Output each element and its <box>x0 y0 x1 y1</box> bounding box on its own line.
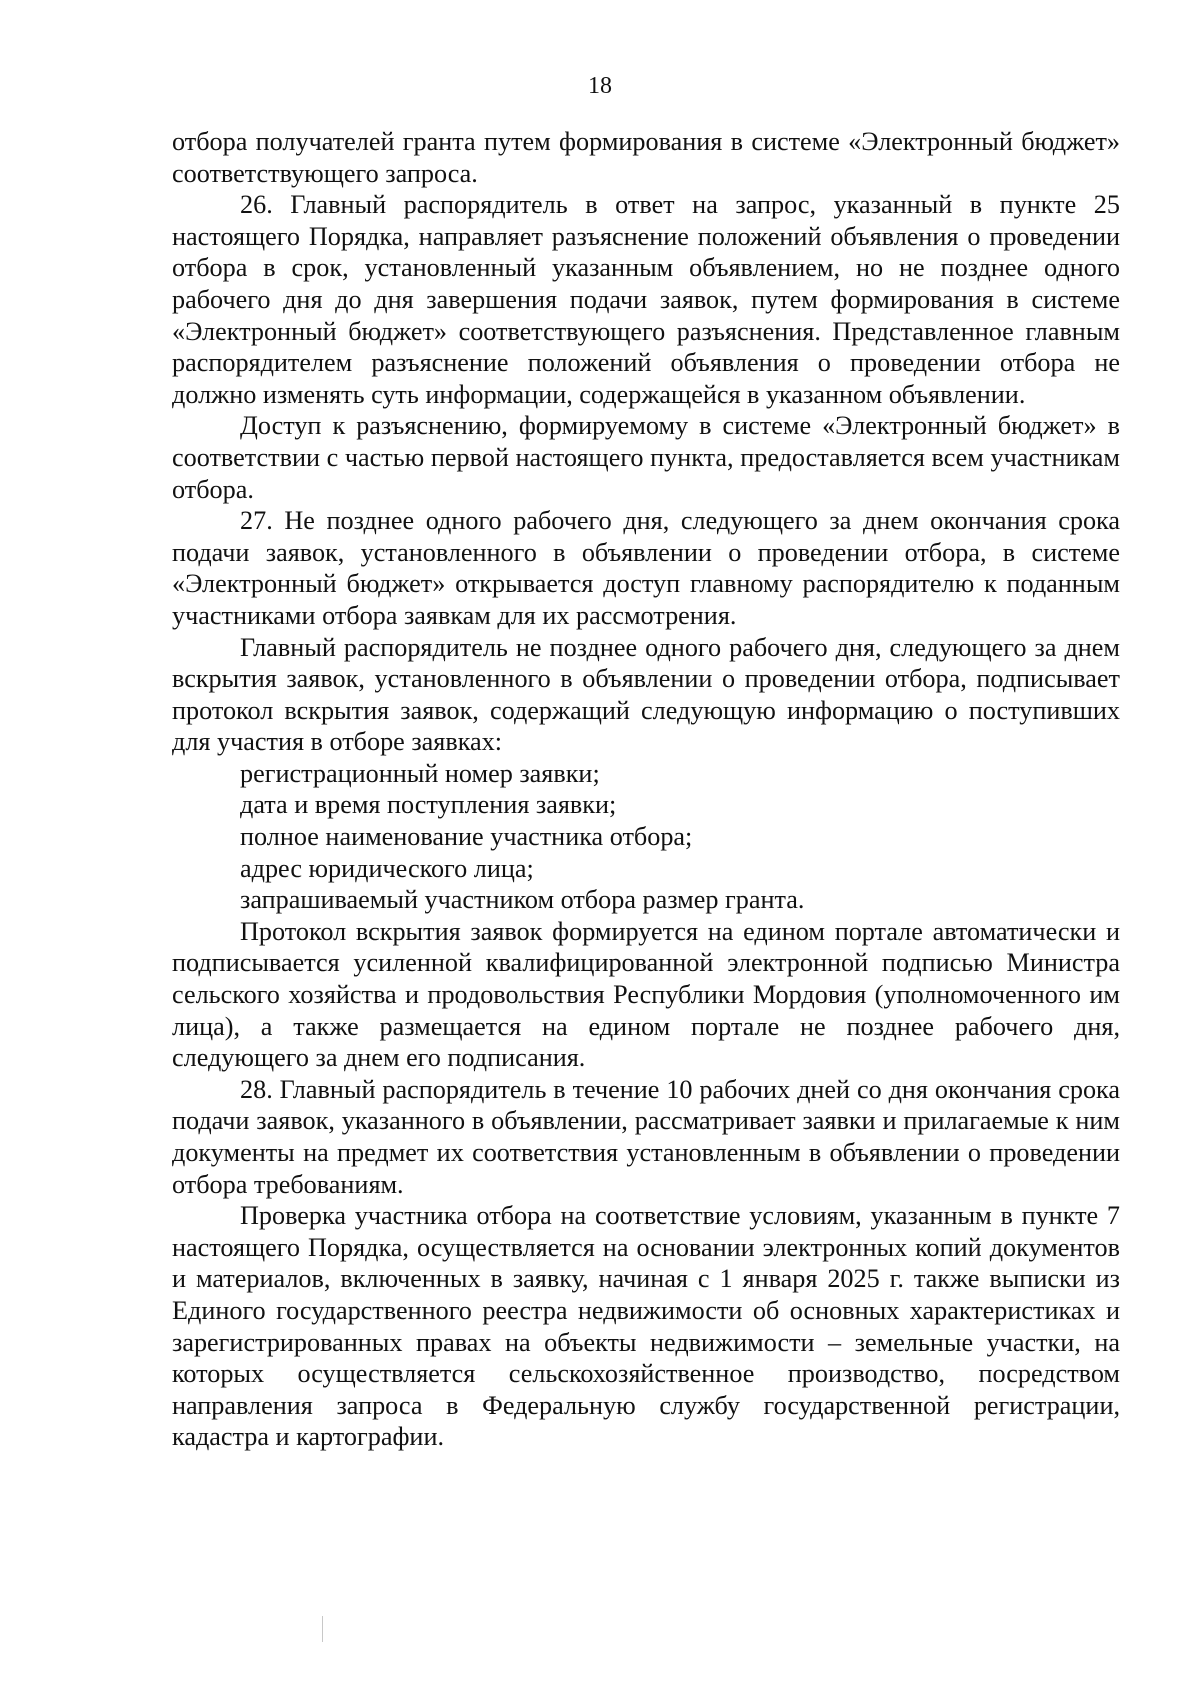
paragraph-item-27: 27. Не позднее одного рабочего дня, следующего за днем окончания срока подачи заявок, установленного в объявлении о проведении отбора, в системе «Электронный бюджет» открывается доступ главному распорядителю к поданным участниками отбора заявкам для их рассмотрения. <box>172 506 1120 630</box>
list-item: адрес юридического лица; <box>240 853 534 883</box>
paragraph-protocol-info: Главный распорядитель не позднее одного рабочего дня, следующего за днем вскрытия заявок, установленного в объявлении о проведении отбора, подписывает протокол вскрытия заявок, содержащий следующую информацию о поступивших для участия в отборе заявках: <box>172 632 1120 757</box>
scan-mark <box>322 1616 323 1642</box>
list-item: запрашиваемый участником отбора размер гранта. <box>240 885 805 915</box>
document-body <box>172 126 1120 1453</box>
paragraph-access-clarification: Доступ к разъяснению, формируемому в системе «Электронный бюджет» в соответствии с частью первой настоящего пункта, предоставляется всем участникам отбора. <box>172 411 1120 504</box>
paragraph-protocol-formation: Протокол вскрытия заявок формируется на едином портале автоматически и подписывается усиленной квалифицированной электронной подписью Министра сельского хозяйства и продовольствия Республики Мордовия (уполномоченного им лица), а также размещается на едином портале не позднее рабочего дня, следующего за днем его подписания. <box>172 916 1120 1073</box>
list-item: полное наименование участника отбора; <box>240 822 693 852</box>
paragraph-item-28: 28. Главный распорядитель в течение 10 рабочих дней со дня окончания срока подачи заявок, указанного в объявлении, рассматривает заявки и прилагаемые к ним документы на предмет их соответствия установленным в объявлении о проведении отбора требованиям. <box>172 1074 1120 1199</box>
paragraph-item-26: 26. Главный распорядитель в ответ на запрос, указанный в пункте 25 настоящего Порядка, направляет разъяснение положений объявления о проведении отбора в срок, установленный указанным объявлением, но не позднее одного рабочего дня до дня завершения подачи заявок, путем формирования в системе «Электронный бюджет» соответствующего разъяснения. Представленное главным распорядителем разъяснение положений объявления о проведении отбора не должно изменять суть информации, содержащейся в указанном объявлении. <box>172 190 1120 409</box>
paragraph-participant-check: Проверка участника отбора на соответствие условиям, указанным в пункте 7 настоящего Порядка, осуществляется на основании электронных копий документов и материалов, включенных в заявку, начиная с 1 января 2025 г. также выписки из Единого государственного реестра недвижимости об основных характеристиках и зарегистрированных правах на объекты недвижимости – земельные участки, на которых осуществляется сельскохозяйственное производство, посредством направления запроса в Федеральную службу государственной регистрации, кадастра и картографии. <box>172 1201 1120 1452</box>
list-item: регистрационный номер заявки; <box>240 758 600 788</box>
paragraph-continuation: отбора получателей гранта путем формирования в системе «Электронный бюджет» соответствующего запроса. <box>172 127 1120 188</box>
list-item: дата и время поступления заявки; <box>240 790 617 820</box>
page-number: 18 <box>588 73 612 99</box>
